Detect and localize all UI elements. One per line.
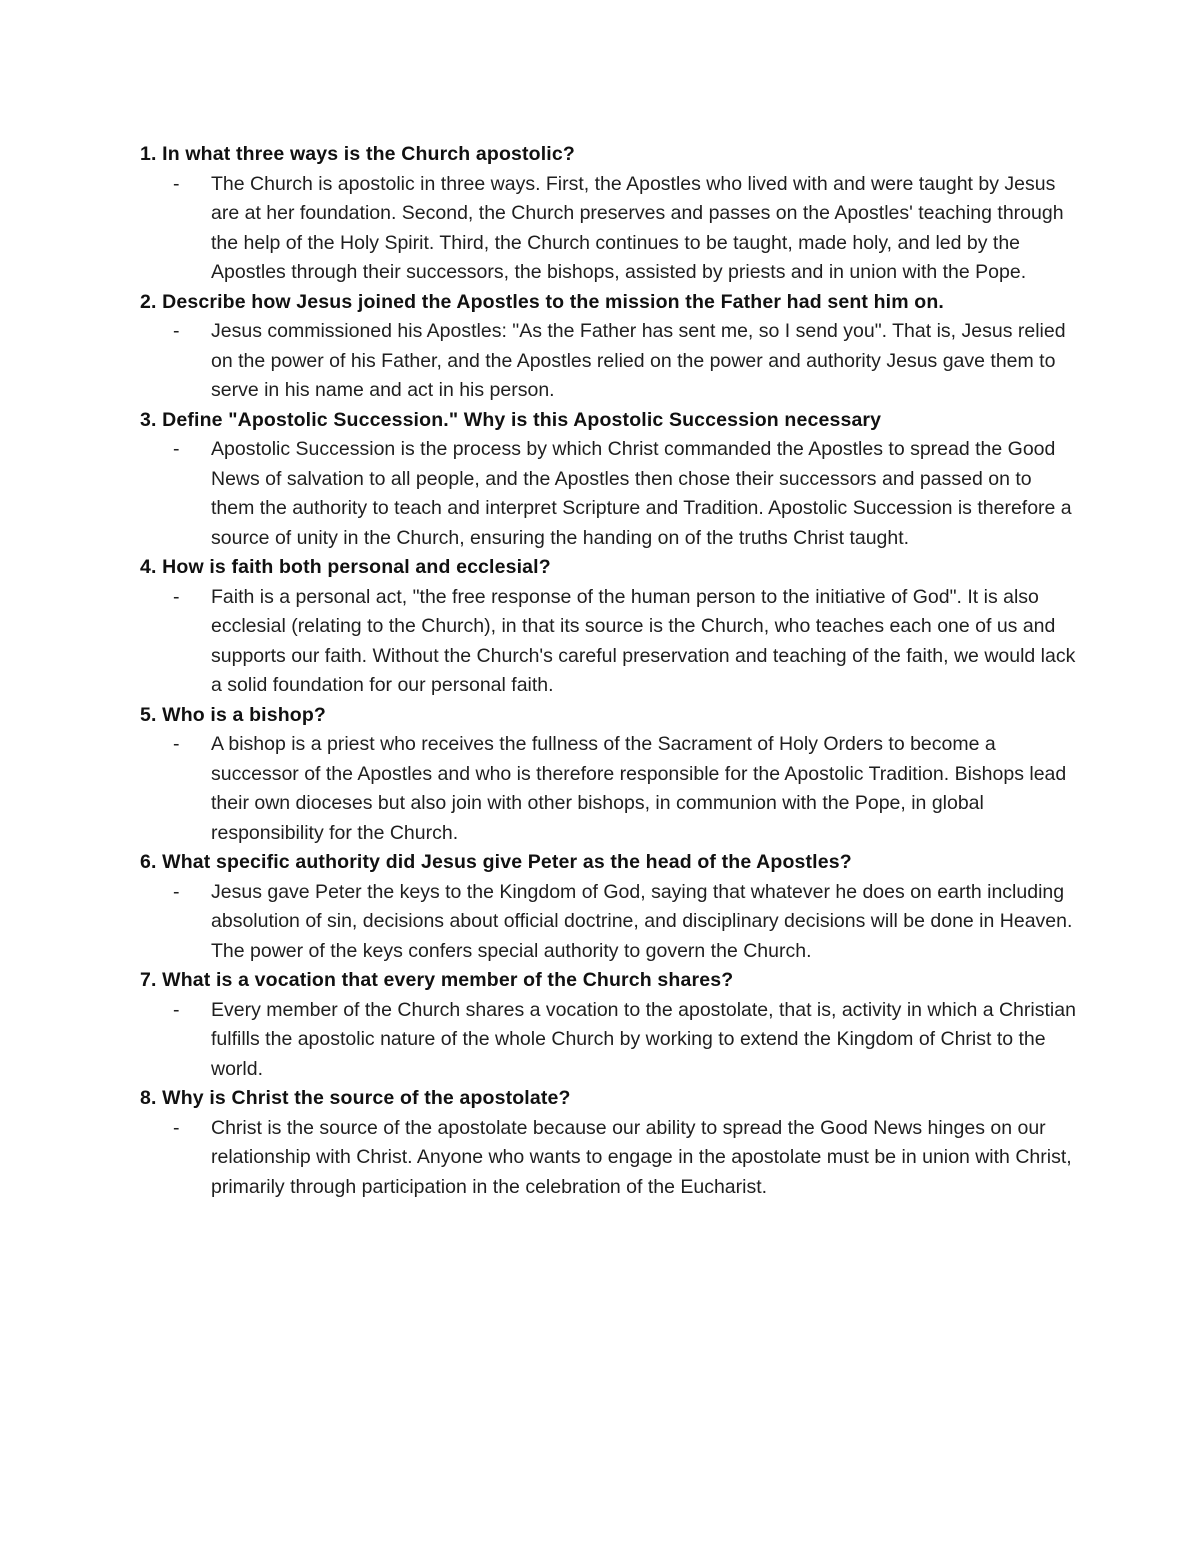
qa-item-5	[140, 701, 1080, 849]
answer-1	[140, 170, 1080, 288]
answer-6	[140, 878, 1080, 967]
question-text: In what three ways is the Church apostolic?	[162, 143, 575, 165]
question-number: 2.	[140, 290, 157, 313]
answer-text: Apostolic Succession is the process by which Christ commanded the Apostles to spread the Good News of salvation to all people, and the Apostles then chose their successors and passed on to them the authority to teach and interpret Scripture and Tradition. Apostolic Succession is therefore a source of unity in the Church, ensuring the handing on of the truths Christ taught.	[211, 438, 1072, 549]
question-8	[140, 1084, 1080, 1114]
question-number: 7.	[140, 969, 157, 991]
answer-4	[140, 583, 1080, 701]
dash-bullet: -	[173, 998, 180, 1021]
answer-7	[140, 996, 1080, 1085]
qa-item-7	[140, 966, 1080, 1084]
answer-text: Christ is the source of the apostolate because our ability to spread the Good News hinges on our relationship with Christ. Anyone who wants to engage in the apostolate must be in union with Christ, primarily through participation in the celebration of the Eucharist.	[211, 1116, 1072, 1198]
answer-text: Every member of the Church shares a vocation to the apostolate, that is, activity in which a Christian fulfills the apostolic nature of the whole Church by working to extend the Kingdom of Christ to the world.	[211, 998, 1076, 1080]
question-5	[140, 701, 1080, 731]
question-text: Who is a bishop?	[162, 703, 326, 726]
qa-item-6	[140, 848, 1080, 966]
question-text: What specific authority did Jesus give Peter as the head of the Apostles?	[162, 851, 852, 873]
question-text: Describe how Jesus joined the Apostles to the mission the Father had sent him on.	[162, 290, 944, 313]
answer-text: Jesus gave Peter the keys to the Kingdom of God, saying that whatever he does on earth including absolution of sin, decisions about official doctrine, and disciplinary decisions will be done in Heaven. The power of the keys confers special authority to govern the Church.	[211, 880, 1073, 962]
answer-text: A bishop is a priest who receives the fullness of the Sacrament of Holy Orders to become a successor of the Apostles and who is therefore responsible for the Apostolic Tradition. Bishops lead their own dioceses but also join with other bishops, in communion with the Pope, in global responsibility for the Church.	[211, 733, 1067, 844]
question-number: 3.	[140, 408, 157, 431]
question-text: Define "Apostolic Succession." Why is this Apostolic Succession necessary	[162, 408, 882, 431]
question-number: 5.	[140, 703, 157, 726]
document-page	[140, 140, 1080, 1202]
question-number: 8.	[140, 1087, 157, 1109]
question-3	[140, 406, 1080, 436]
dash-bullet: -	[173, 172, 180, 195]
question-7	[140, 966, 1080, 996]
qa-item-4	[140, 553, 1080, 701]
dash-bullet: -	[173, 585, 180, 608]
dash-bullet: -	[173, 733, 180, 755]
answer-text: Faith is a personal act, "the free response of the human person to the initiative of God". It is also ecclesial (relating to the Church), in that its source is the Church, who teaches each one of us and supports our faith. Without the Church's careful preservation and teaching of the faith, we would lack a solid foundation for our personal faith.	[211, 585, 1076, 696]
qa-item-8	[140, 1084, 1080, 1202]
answer-3	[140, 435, 1080, 553]
answer-5	[140, 730, 1080, 848]
question-number: 4.	[140, 556, 157, 578]
qa-item-3	[140, 406, 1080, 554]
question-4	[140, 553, 1080, 583]
answer-text: The Church is apostolic in three ways. First, the Apostles who lived with and were taught by Jesus are at her foundation. Second, the Church preserves and passes on the Apostles' teaching through the help of the Holy Spirit. Third, the Church continues to be taught, made holy, and led by the Apostles through their successors, the bishops, assisted by priests and in union with the Pope.	[211, 172, 1064, 283]
dash-bullet: -	[173, 320, 180, 342]
question-number: 6.	[140, 851, 157, 873]
question-text: How is faith both personal and ecclesial?	[162, 556, 551, 578]
qa-item-1	[140, 140, 1080, 288]
answer-2	[140, 317, 1080, 406]
question-text: What is a vocation that every member of the Church shares?	[162, 969, 734, 991]
answer-8	[140, 1114, 1080, 1203]
qa-item-2	[140, 288, 1080, 406]
dash-bullet: -	[173, 1116, 180, 1139]
question-text: Why is Christ the source of the apostolate?	[162, 1087, 571, 1109]
dash-bullet: -	[173, 880, 180, 903]
question-1	[140, 140, 1080, 170]
answer-text: Jesus commissioned his Apostles: "As the Father has sent me, so I send you". That is, Jesus relied on the power of his Father, and the Apostles relied on the power and authority Jesus gave them to serve in his name and act in his person.	[211, 320, 1066, 401]
question-6	[140, 848, 1080, 878]
dash-bullet: -	[173, 438, 180, 460]
question-2	[140, 288, 1080, 318]
question-number: 1.	[140, 143, 157, 165]
